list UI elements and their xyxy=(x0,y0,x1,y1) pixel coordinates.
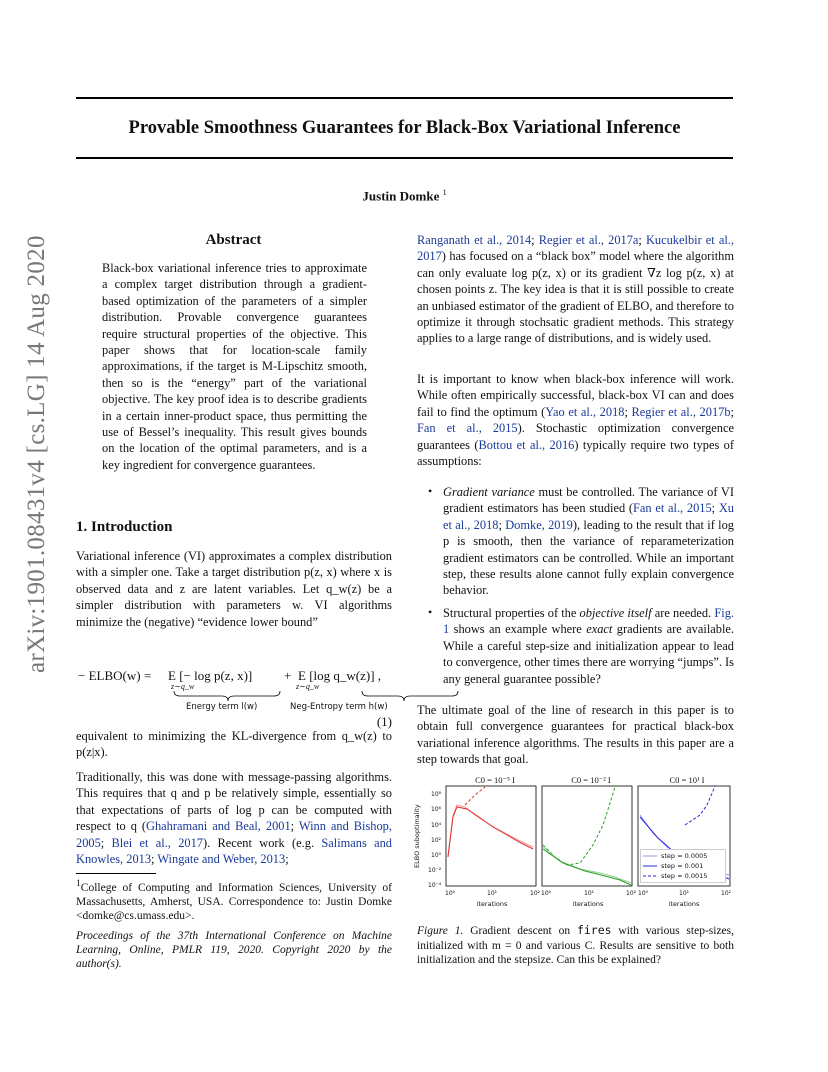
text-run: gradients are available. While a careful step-size and initialization appear to lead to convergence, other times there are worrying “jumps”. Is any general guarantee possible? xyxy=(443,622,734,686)
x-tick: 10⁰ xyxy=(541,890,552,897)
series-line xyxy=(543,787,615,865)
text-run: must be controlled. The variance of VI gradient estimators has been studied ( xyxy=(443,485,734,516)
y-tick: 10⁶ xyxy=(431,806,442,813)
right-paragraph-3: The ultimate goal of the line of research in this paper is to obtain full convergence guarantees for practical black-box variational inference algorithms. The results in this paper are a step towards that goal. xyxy=(417,703,734,767)
right-paragraph-2: It is important to know when black-box inference will work. While often empirically successful, black-box VI can and does fail to find the optimum (Yao et al., 2018; Regier et al., 2017b; Fan et al., 2015). Stochastic optimization convergence guarantees (Bottou et al., 2016) typically require two types of assumptions: xyxy=(417,372,735,469)
footnote-sup: 1 xyxy=(76,878,81,889)
abstract-text: Black-box variational inference tries to approximate a complex target distribution through a gradient-based optimization of the parameters of a simpler distribution. Provable convergence guarantees require structural properties of the objective. This paper shows that for location-scale family approximations, if the target is M-Lipschitz smooth, then so is the “energy” part of the variational objective. The key proof idea is to describe gradients in a certain inner-product space, thus permitting the use of Bessel’s inequality. This result gives bounds on the location of the optimal parameters, and is a key ingredient for convergence guarantees. xyxy=(102,261,367,472)
y-tick: 10² xyxy=(431,837,442,844)
legend-label: step = 0.0005 xyxy=(661,852,708,860)
series-line xyxy=(543,847,631,883)
text-run: shows an example where xyxy=(449,622,587,637)
series-line xyxy=(543,849,631,885)
bullet-dot: • xyxy=(428,484,433,498)
text-run: ). Stochastic optimization convergence guarantees ( xyxy=(417,421,734,452)
eq-sub1: z∼q_w xyxy=(171,682,195,691)
x-tick: 10⁰ xyxy=(638,890,649,897)
x-tick: 10² xyxy=(721,890,732,897)
citation-link[interactable]: Ranganath et al., 2014 xyxy=(417,233,532,247)
text-run: ) typically require two types of assumptions: xyxy=(417,437,735,469)
proceedings-note: Proceedings of the 37th International Conference on Machine Learning, Online, PMLR 119, 2020. Copyright 2020 by the author(s). xyxy=(76,930,392,970)
citation-link[interactable]: Blei et al., 2017 xyxy=(111,835,203,850)
citation-link[interactable]: Regier et al., 2017b xyxy=(631,404,731,419)
citation-link[interactable]: Kucukelbir et al., 2017 xyxy=(417,233,734,264)
eq-term2: E [log q_w(z)] , xyxy=(298,668,382,683)
legend-item xyxy=(643,851,723,861)
legend xyxy=(640,849,726,883)
eq-lhs: − ELBO(w) = xyxy=(78,668,152,683)
text-run: Traditionally, this was done with message-passing algorithms. This requires that q and p be relatively simple, essentially so that expectations of parts of log p can be computed with respect to q ( xyxy=(76,770,392,834)
series-line xyxy=(465,787,485,805)
y-tick: 10⁴ xyxy=(431,822,442,829)
panel-title-2: C0 = 10⁻² I xyxy=(571,775,611,785)
x-tick: 10¹ xyxy=(487,890,498,897)
citation-link[interactable]: Wingate and Weber, 2013 xyxy=(157,852,286,867)
text-run: are needed. xyxy=(651,606,715,620)
bullet-1: Gradient variance must be controlled. The variance of VI gradient estimators has been studied (Fan et al., 2015; Xu et al., 2018; Domke, 2019), leading to the result that if log p is smooth, then the variance of reparameterization gradient estimators can be controlled. While an important step, these results alone cannot fully explain convergence behavior. xyxy=(443,485,735,598)
legend-label: step = 0.001 xyxy=(661,862,704,870)
panel-title-1: C0 = 10⁻⁵ I xyxy=(475,775,515,785)
intro-paragraph-3: Traditionally, this was done with message-passing algorithms. This requires that q and p be relatively simple, essentially so that expectations of parts of log p can be computed with respect to q (Ghahramani and Beal, 2001; Winn and Bishop, 2005; Blei et al., 2017). Recent work (e.g. Salimans and Knowles, 2013; Wingate and Weber, 2013; xyxy=(76,770,392,867)
x-tick: 10¹ xyxy=(679,890,690,897)
footnote-text: College of Computing and Information Sciences, University of Massachusetts, Amherst, USA. Correspondence to: Justin Domke <domke@cs.umass.edu>. xyxy=(76,881,392,922)
text-run: Gradient descent on xyxy=(463,925,577,937)
footnote-rule xyxy=(76,873,156,874)
legend-item xyxy=(643,861,723,871)
x-axis-label: iterations xyxy=(668,900,700,908)
text-run: objective itself xyxy=(579,606,652,620)
bullet-dot: • xyxy=(428,605,433,619)
text-run: It is important to know when black-box inference will work. While often empirically successful, black-box VI can and does fail to find the optimum ( xyxy=(417,372,734,419)
series-line xyxy=(448,805,533,855)
citation-link[interactable]: Domke, 2019 xyxy=(505,517,573,532)
abstract-heading: Abstract xyxy=(205,232,262,248)
author-name: Justin Domke xyxy=(362,188,440,204)
equation-1 xyxy=(76,660,392,730)
x-tick: 10² xyxy=(626,890,637,897)
y-tick: 10⁰ xyxy=(431,852,442,859)
citation-link[interactable]: Regier et al., 2017a xyxy=(538,233,639,247)
x-tick: 10⁰ xyxy=(445,890,456,897)
intro-paragraph-2: equivalent to minimizing the KL-divergence from q_w(z) to p(z|x). xyxy=(76,729,392,760)
legend-label: step = 0.0015 xyxy=(661,872,708,880)
text-run: ). Recent work (e.g. xyxy=(203,835,315,850)
text-run: ) has focused on a “black box” model where the algorithm can only evaluate log p(z, x) or its gradient ∇z log p(z, x) at chosen points z. The key idea is that it is still possible to create an unbiased estimator of the gradient of ELBO, and therefore to optimize it through stochsatic gradient methods. This strategy applies to a large range of distributions, and is widely used. xyxy=(417,249,734,346)
x-axis-label: iterations xyxy=(476,900,508,908)
eq-number: (1) xyxy=(376,714,392,729)
citation-link[interactable]: Ghahramani and Beal, 2001 xyxy=(146,819,291,834)
series-line xyxy=(685,786,715,825)
x-tick: 10¹ xyxy=(584,890,595,897)
text-run: exact xyxy=(586,622,613,637)
text-run: Structural properties of the xyxy=(443,606,580,620)
title-rule xyxy=(76,157,733,159)
caption-label: Figure 1. xyxy=(417,925,464,937)
citation-link[interactable]: Yao et al., 2018 xyxy=(545,404,625,419)
citation-link[interactable]: Fan et al., 2015 xyxy=(633,501,712,516)
section-heading: 1. Introduction xyxy=(76,519,173,535)
text-run: with various step-sizes, initialized with m = 0 and various C. Results are sensitive to both initialization and the stepsize. Can this be explained? xyxy=(417,925,734,966)
paper-title: Provable Smoothness Guarantees for Black-Box Variational Inference xyxy=(128,118,681,138)
text-run: ), leading to the result that if log p is smooth, then the variance of reparameterization gradient estimators can be controlled. While an important step, these results alone cannot fully explain convergence behavior. xyxy=(443,517,734,598)
panel-title-3: C0 = 10¹ I xyxy=(669,775,705,785)
author-sup: 1 xyxy=(442,188,447,197)
eq-label-energy: Energy term l(w) xyxy=(186,702,258,712)
eq-label-entropy: Neg-Entropy term h(w) xyxy=(290,702,388,712)
arxiv-stamp: arXiv:1901.08431v4 [cs.LG] 14 Aug 2020 xyxy=(23,235,50,673)
top-rule xyxy=(76,97,733,99)
x-tick: 10² xyxy=(530,890,541,897)
citation-link[interactable]: Fan et al., 2015 xyxy=(417,421,518,436)
citation-link[interactable]: Salimans and Knowles, 2013 xyxy=(76,835,392,867)
right-paragraph-1: Ranganath et al., 2014; Regier et al., 2017a; Kucukelbir et al., 2017) has focused on a “black box” model where the algorithm can only evaluate log p(z, x) or its gradient ∇z log p(z, x) at chosen points z. The key idea is that it is still possible to create an unbiased estimator of the gradient of ELBO, and therefore to optimize it through stochsatic gradient methods. This strategy applies to a large range of distributions, and is widely used. xyxy=(417,233,734,346)
code-text: fires xyxy=(576,923,612,937)
intro-paragraph-1: Variational inference (VI) approximates a complex distribution with a simpler one. Take a target distribution p(z, x) where x is observed data and z are latent variables. Let q_w(z) be a simpler distribution with parameters w. VI algorithms minimize the (negative) “evidence lower bound” xyxy=(76,549,392,629)
citation-link[interactable]: Xu et al., 2018 xyxy=(443,501,735,532)
legend-item xyxy=(643,871,723,881)
bullet-2 xyxy=(443,605,734,687)
eq-sub2: z∼q_w xyxy=(296,682,320,691)
eq-plus: + xyxy=(284,668,292,683)
y-tick: 10⁻⁴ xyxy=(428,882,442,889)
author xyxy=(76,188,733,204)
y-tick: 10⁻² xyxy=(428,867,442,874)
series-line xyxy=(448,807,533,857)
figure-link[interactable]: Fig. 1 xyxy=(443,606,734,637)
eq-term1: E [− log p(z, x)] xyxy=(168,668,253,683)
y-tick: 10⁸ xyxy=(431,791,442,798)
citation-link[interactable]: Bottou et al., 2016 xyxy=(478,437,575,452)
figure-caption xyxy=(417,923,734,968)
citation-link[interactable]: Winn and Bishop, 2005 xyxy=(76,819,392,850)
y-axis-label: ELBO suboptimality xyxy=(413,804,421,868)
text-run: Gradient variance xyxy=(443,485,535,499)
footnote xyxy=(76,877,392,923)
x-axis-label: iterations xyxy=(572,900,604,908)
panel-frame-1 xyxy=(446,786,536,886)
